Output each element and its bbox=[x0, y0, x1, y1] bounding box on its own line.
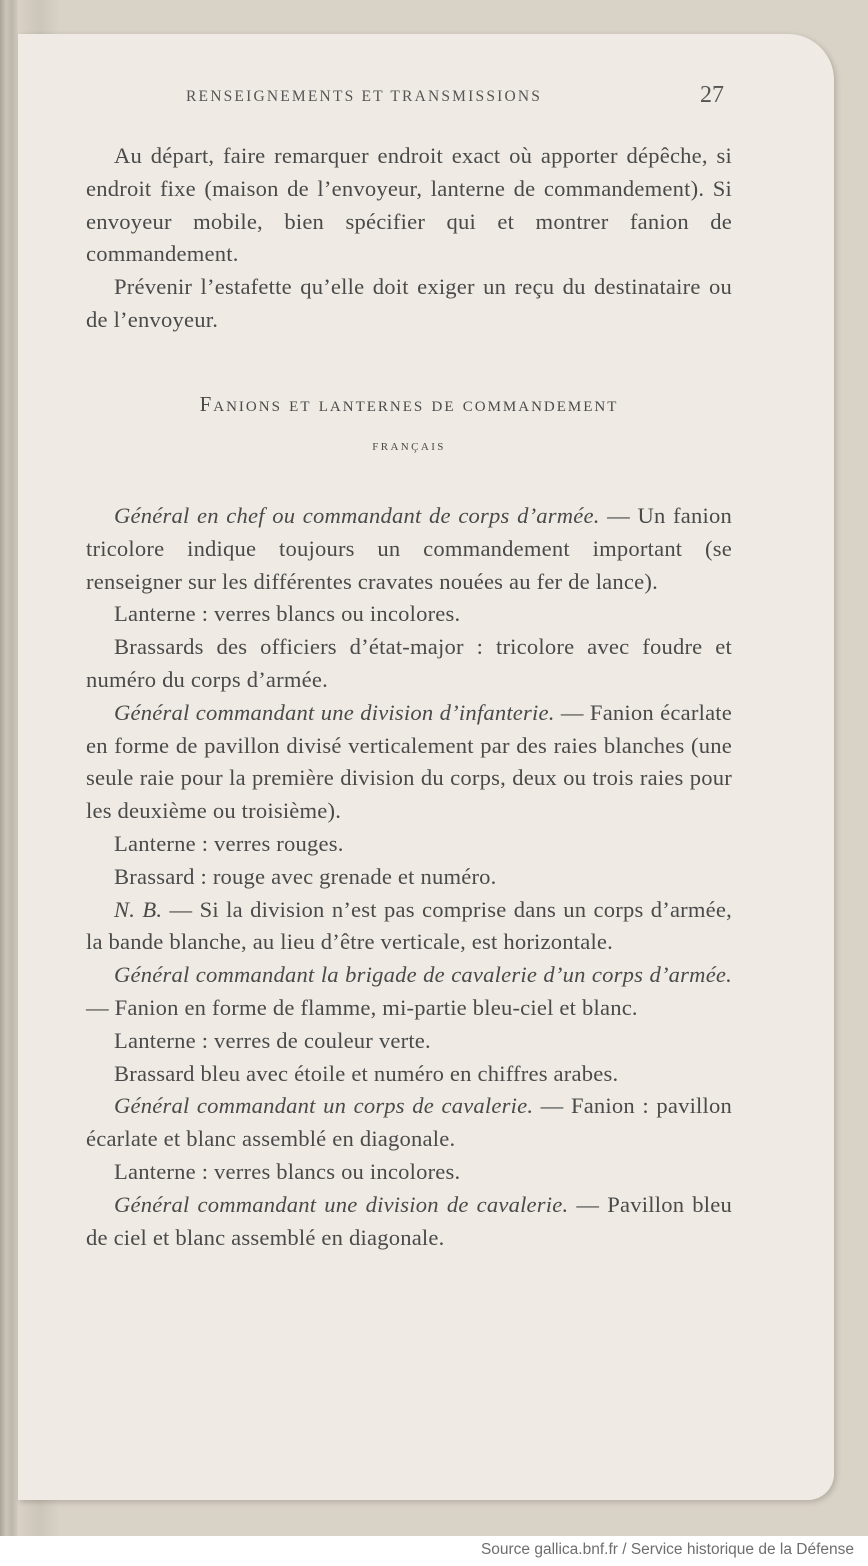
section-subtitle: français bbox=[372, 437, 446, 454]
page-number: 27 bbox=[700, 82, 724, 108]
entry-lead: Général commandant une division de cavalerie. bbox=[114, 1191, 569, 1217]
entry-paragraph bbox=[86, 500, 732, 598]
entry-paragraph bbox=[86, 894, 732, 960]
entry-paragraph bbox=[86, 598, 732, 631]
entry-text: Lanterne : verres rouges. bbox=[114, 830, 344, 856]
entry-text: — Fanion en forme de flamme, mi-partie bleu-ciel et blanc. bbox=[86, 994, 638, 1020]
entry-text: Lanterne : verres de couleur verte. bbox=[114, 1027, 431, 1053]
intro-block bbox=[86, 140, 732, 337]
source-credit: Source gallica.bnf.fr / Service historique de la Défense bbox=[480, 1541, 854, 1558]
book-gutter bbox=[0, 0, 18, 1536]
entry-paragraph bbox=[86, 1090, 732, 1156]
entry-lead: Général commandant la brigade de cavalerie d’un corps d’armée. bbox=[114, 962, 732, 988]
entry-paragraph bbox=[86, 861, 732, 894]
running-head: RENSEIGNEMENTS ET TRANSMISSIONS bbox=[186, 88, 543, 105]
intro-paragraph: Au départ, faire remarquer endroit exact où apporter dépêche, si endroit fixe (maison de l’envoyeur, lanterne de commandement). Si envoyeur mobile, bien spécifier qui et montrer fanion de commandement. bbox=[86, 143, 732, 267]
section-title: Fanions et lanternes de commandement bbox=[199, 392, 619, 416]
entry-text: — Fanion écarlate en forme de pavillon divisé verticalement par des raies blanches (une seule raie pour la première division du corps, deux ou trois raies pour les deuxième ou troisième). bbox=[86, 699, 732, 824]
entry-paragraph bbox=[86, 1156, 732, 1189]
entry-text: Brassards des officiers d’état-major : tricolore avec foudre et numéro du corps d’armée. bbox=[86, 634, 732, 692]
entry-paragraph bbox=[86, 828, 732, 861]
entry-text: — Un fanion tricolore indique toujours un commandement important (se renseigner sur les différentes cravates nouées au fer de lance). bbox=[86, 503, 732, 594]
entry-text: Brassard bleu avec étoile et numéro en chiffres arabes. bbox=[114, 1060, 619, 1086]
entry-paragraph bbox=[86, 1189, 732, 1255]
entry-text: — Si la division n’est pas comprise dans un corps d’armée, la bande blanche, au lieu d’être verticale, est horizontale. bbox=[86, 896, 732, 955]
entry-paragraph bbox=[86, 697, 732, 828]
entries-block bbox=[86, 500, 732, 1254]
entry-lead: Général commandant une division d’infanterie. bbox=[114, 699, 555, 725]
entry-paragraph bbox=[86, 631, 732, 697]
entry-paragraph bbox=[86, 959, 732, 1025]
entry-text: Lanterne : verres blancs ou incolores. bbox=[114, 1158, 461, 1184]
entry-lead: Général en chef ou commandant de corps d’armée. bbox=[114, 503, 600, 528]
entry-text: — Fanion : pavillon écarlate et blanc assemblé en diagonale. bbox=[86, 1093, 732, 1152]
entry-lead: Général commandant un corps de cavalerie. bbox=[114, 1093, 534, 1119]
entry-text: Lanterne : verres blancs ou incolores. bbox=[114, 601, 461, 627]
entry-lead: N. B. bbox=[114, 896, 163, 922]
entry-paragraph bbox=[86, 1025, 732, 1058]
intro-paragraph: Prévenir l’estafette qu’elle doit exiger un reçu du destinataire ou de l’envoyeur. bbox=[86, 274, 732, 332]
entry-paragraph bbox=[86, 1058, 732, 1091]
entry-text: Brassard : rouge avec grenade et numéro. bbox=[114, 863, 497, 889]
entry-text: — Pavillon bleu de ciel et blanc assemblé en diagonale. bbox=[86, 1191, 732, 1250]
